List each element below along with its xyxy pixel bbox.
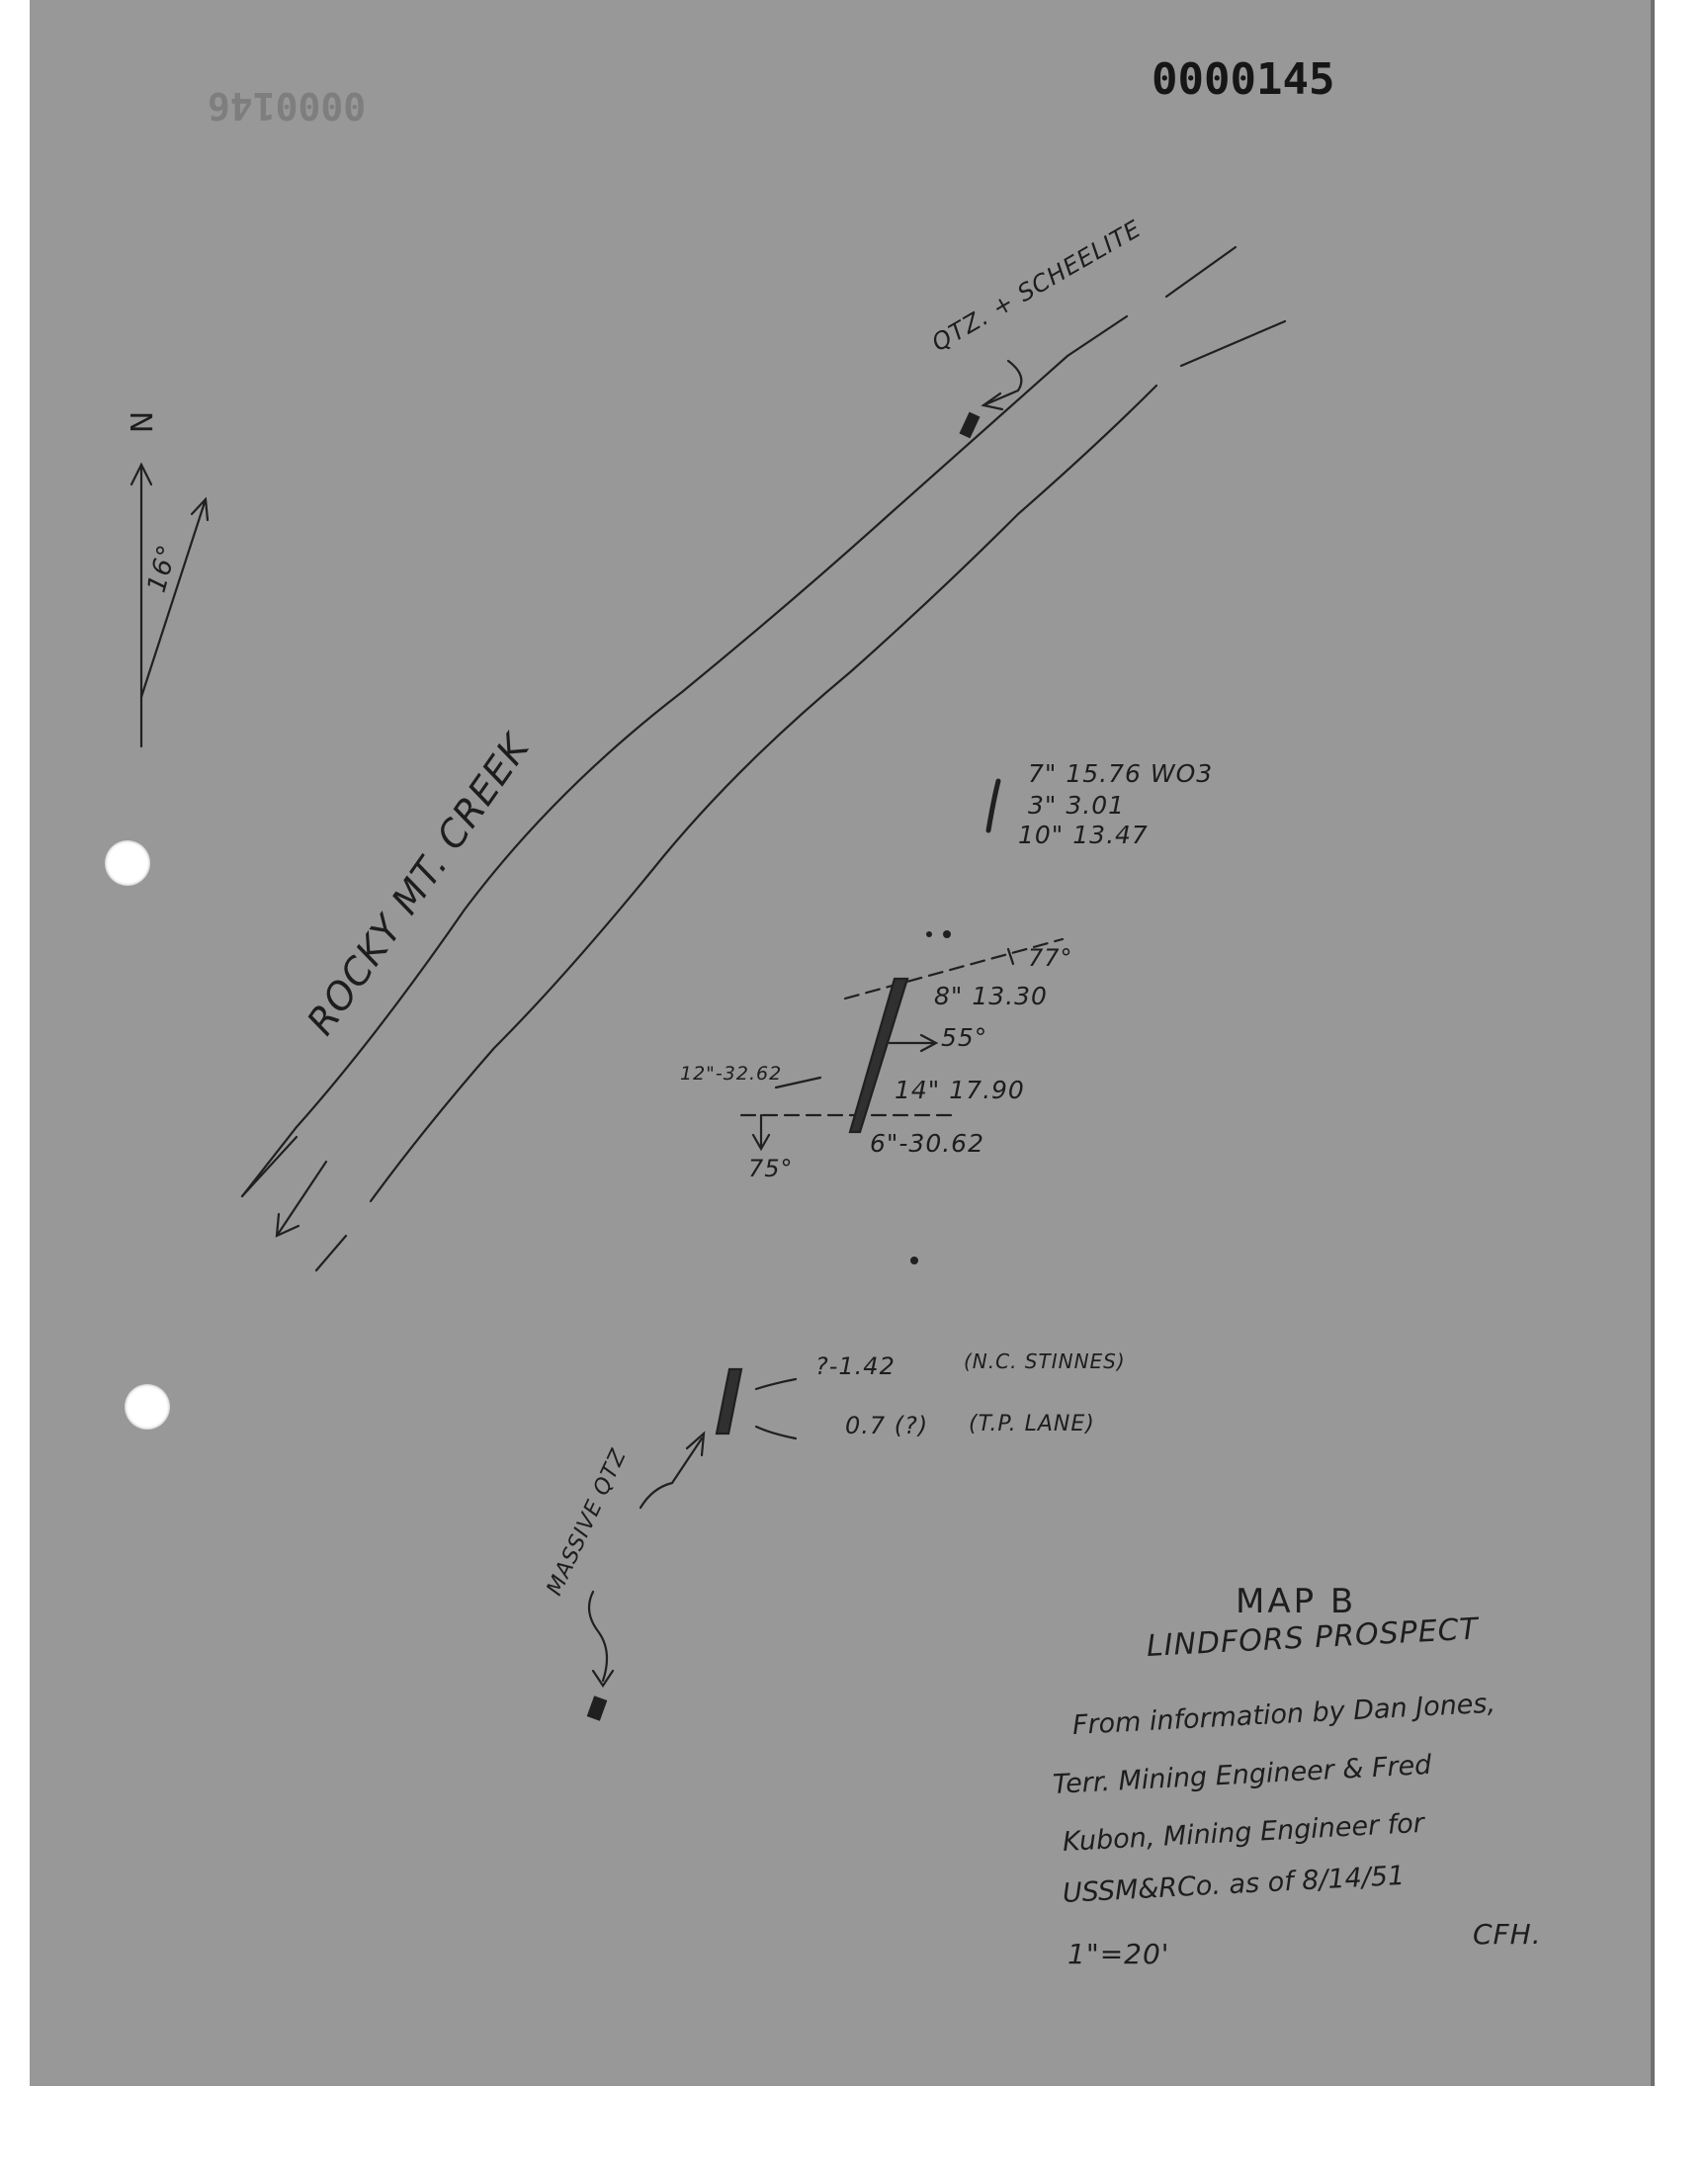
sample-lane-value: 0.7 (?) bbox=[845, 1412, 929, 1439]
dip-75-label: 75° bbox=[748, 1155, 794, 1182]
creek-dash-lower bbox=[1181, 321, 1285, 366]
flow-arrow bbox=[277, 1162, 326, 1236]
stinnes-leader bbox=[756, 1379, 796, 1389]
massive-qtz-lower-leader bbox=[589, 1592, 607, 1681]
sample-stinnes-value: ?-1.42 bbox=[815, 1352, 896, 1380]
declination-arrow bbox=[141, 499, 206, 697]
sample-upper-line1: 7" 15.76 WO3 bbox=[1028, 759, 1214, 788]
credit-line2: Terr. Mining Engineer & Fred bbox=[1052, 1749, 1433, 1800]
qtz-scheelite-label: QTZ. + SCHEELITE bbox=[927, 215, 1147, 358]
mark-dot-3 bbox=[926, 931, 932, 937]
sample-12-label: 12"-32.62 bbox=[680, 1063, 783, 1085]
lower-vein-symbol bbox=[717, 1369, 741, 1434]
massive-qtz-leader bbox=[640, 1438, 702, 1508]
sample-6-label: 6"-30.62 bbox=[870, 1129, 984, 1158]
credit-line3: Kubon, Mining Engineer for bbox=[1062, 1807, 1425, 1858]
scale-label: 1"=20' bbox=[1068, 1938, 1170, 1970]
north-label: N bbox=[123, 410, 158, 435]
faint-stamp: 0000146 bbox=[208, 84, 367, 128]
dip-55-label: 55° bbox=[941, 1023, 988, 1052]
creek-dash-upper bbox=[1166, 247, 1236, 297]
massive-qtz-label: MASSIVE QTZ bbox=[542, 1444, 633, 1600]
document-number: 0000145 bbox=[1152, 54, 1335, 105]
initials: CFH. bbox=[1473, 1918, 1542, 1951]
sample-lane-name: (T.P. LANE) bbox=[969, 1412, 1095, 1436]
declination-label: 16° bbox=[141, 541, 184, 596]
sample-12-arrow bbox=[776, 1078, 820, 1088]
dip-77-arrow bbox=[1008, 949, 1013, 964]
sample-upper-line3: 10" 13.47 bbox=[1018, 821, 1149, 849]
massive-qtz-arrowhead bbox=[687, 1434, 704, 1455]
map-title: MAP B bbox=[1236, 1582, 1357, 1621]
vein-body bbox=[850, 979, 907, 1132]
lane-leader bbox=[756, 1427, 796, 1438]
credit-line4: USSM&RCo. as of 8/14/51 bbox=[1062, 1860, 1406, 1909]
creek-dash-tail-b bbox=[316, 1236, 346, 1270]
creek-dash-tail-a bbox=[242, 1137, 297, 1196]
sample-8-label: 8" 13.30 bbox=[934, 982, 1048, 1010]
map-subtitle: LINDFORS PROSPECT bbox=[1146, 1611, 1480, 1664]
sample-stinnes-name: (N.C. STINNES) bbox=[964, 1349, 1126, 1373]
sample-14-label: 14" 17.90 bbox=[895, 1076, 1025, 1104]
creek-label: ROCKY MT. CREEK bbox=[298, 726, 539, 1043]
dip-77-label: 77° bbox=[1028, 944, 1073, 972]
qtz-scheelite-symbol bbox=[959, 412, 980, 439]
qtz-scheelite-leader bbox=[983, 361, 1021, 405]
sample-bracket-upper bbox=[988, 781, 998, 830]
massive-qtz-symbol bbox=[587, 1696, 608, 1720]
mark-dot-1 bbox=[943, 930, 951, 938]
sample-upper-line2: 3" 3.01 bbox=[1028, 791, 1126, 820]
mark-dot-2 bbox=[910, 1257, 918, 1264]
credit-line1: From information by Dan Jones, bbox=[1071, 1688, 1496, 1741]
